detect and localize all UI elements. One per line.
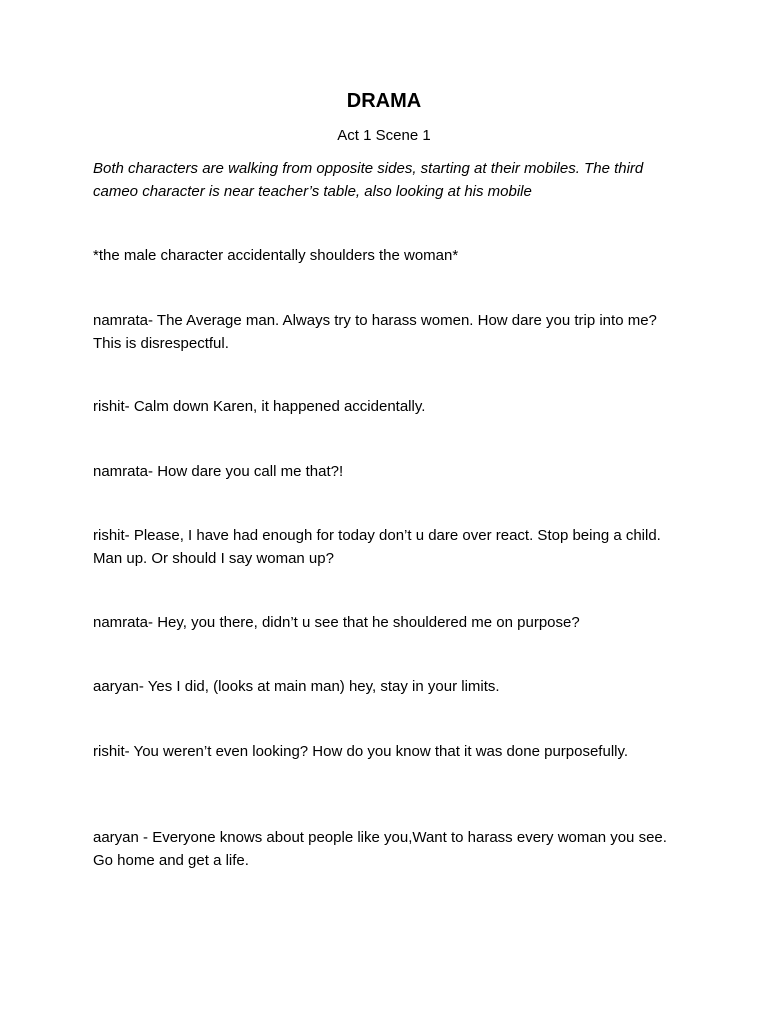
- document-title: DRAMA: [346, 90, 422, 112]
- scene-heading: Act 1 Scene 1: [337, 127, 431, 144]
- stage-direction: Both characters are walking from opposite sides, starting at their mobiles. The third cameo character is near teacher’s table, also looking at his mobile: [93, 160, 644, 200]
- dialogue-line: rishit- Calm down Karen, it happened accidentally.: [93, 398, 426, 415]
- dialogue-line: namrata- The Average man. Always try to harass women. How dare you trip into me? This is disrespectful.: [93, 312, 657, 352]
- dialogue-line: namrata- How dare you call me that?!: [93, 463, 344, 480]
- action-line: *the male character accidentally shoulders the woman*: [93, 247, 459, 264]
- dialogue-line: rishit- You weren’t even looking? How do you know that it was done purposefully.: [93, 743, 629, 760]
- dialogue-line: namrata- Hey, you there, didn’t u see that he shouldered me on purpose?: [93, 614, 580, 631]
- dialogue-line: rishit- Please, I have had enough for today don’t u dare over react. Stop being a child. Man up. Or should I say woman up?: [93, 527, 661, 567]
- dialogue-line: aaryan- Yes I did, (looks at main man) hey, stay in your limits.: [93, 678, 500, 695]
- dialogue-line: aaryan - Everyone knows about people like you,Want to harass every woman you see. Go home and get a life.: [93, 829, 667, 869]
